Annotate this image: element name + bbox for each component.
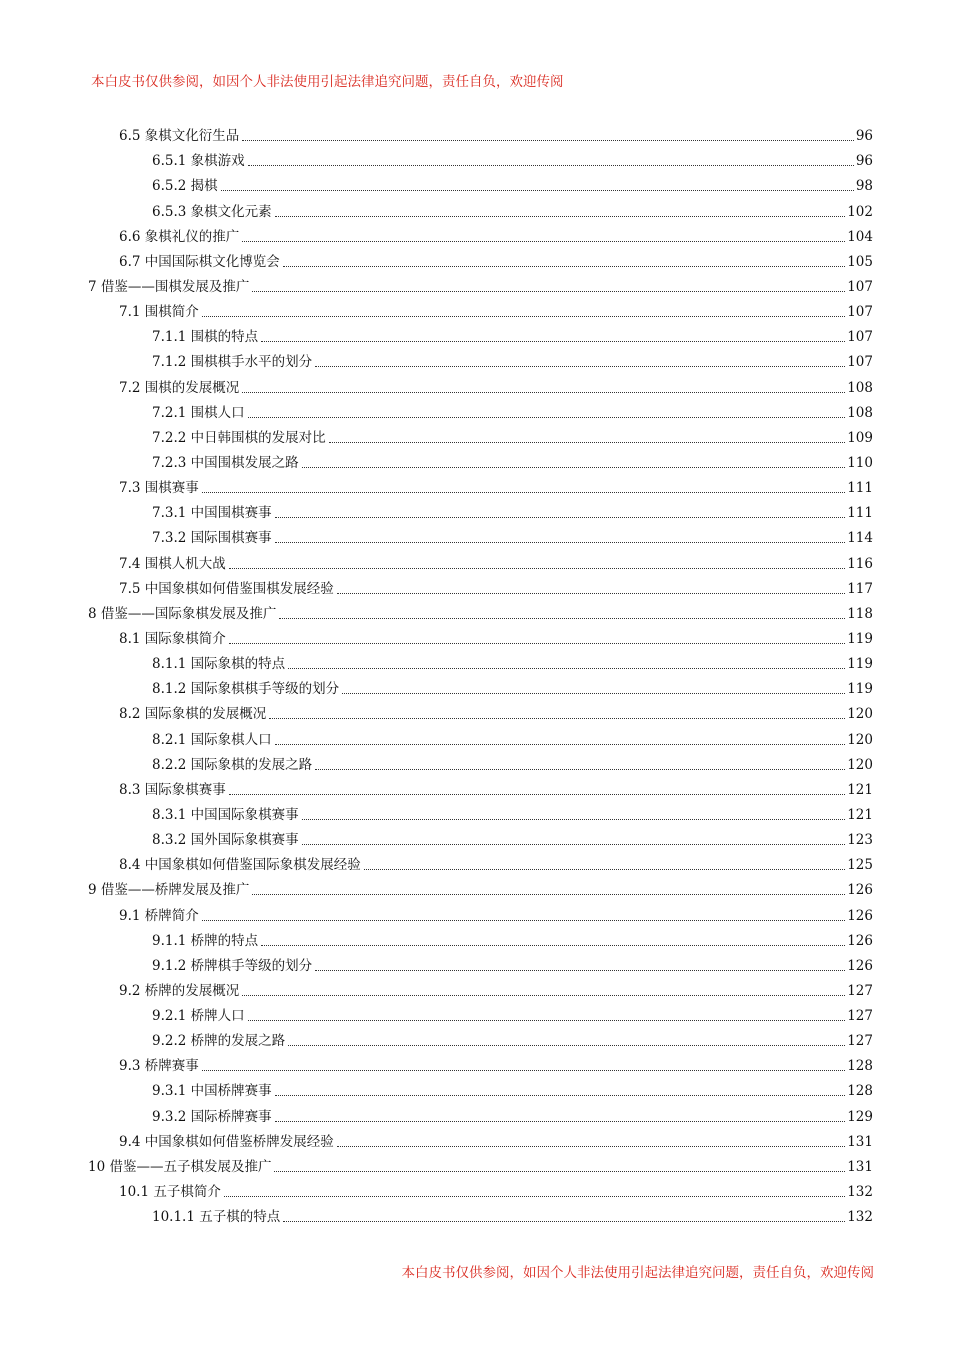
toc-entry[interactable]: [0, 974, 960, 999]
toc-dot-leader: [221, 189, 854, 191]
toc-entry[interactable]: [0, 999, 960, 1024]
toc-entry-page-number: 126: [847, 957, 873, 974]
toc-entry[interactable]: [0, 722, 960, 747]
toc-entry[interactable]: [0, 572, 960, 597]
toc-entry-title: 9 借鉴——桥牌发展及推广: [88, 882, 250, 899]
toc-entry-page-number: 120: [847, 756, 873, 773]
copyright-notice-top: 本白皮书仅供参阅，如因个人非法使用引起法律追究问题，责任自负，欢迎传阅: [91, 74, 564, 90]
toc-dot-leader: [248, 416, 846, 418]
toc-entry-title: 7.2.1 围棋人口: [152, 404, 245, 421]
toc-dot-leader: [202, 315, 845, 317]
toc-entry-page-number: 118: [847, 605, 873, 622]
toc-entry-page-number: 114: [847, 530, 873, 547]
toc-dot-leader: [275, 541, 846, 543]
toc-dot-leader: [248, 164, 854, 166]
toc-entry-page-number: 107: [847, 329, 873, 346]
toc-entry[interactable]: [0, 119, 960, 144]
toc-entry-page-number: 116: [847, 555, 873, 572]
toc-dot-leader: [275, 743, 846, 745]
toc-entry[interactable]: [0, 823, 960, 848]
toc-entry[interactable]: [0, 169, 960, 194]
toc-entry-page-number: 126: [847, 907, 873, 924]
toc-entry-title: 8.1.1 国际象棋的特点: [152, 656, 286, 673]
toc-entry[interactable]: [0, 194, 960, 219]
toc-dot-leader: [283, 265, 845, 267]
toc-dot-leader: [242, 139, 854, 141]
toc-entry-page-number: 111: [847, 505, 873, 522]
toc-entry-title: 9.1.2 桥牌棋手等级的划分: [152, 957, 313, 974]
toc-dot-leader: [242, 240, 845, 242]
toc-entry-title: 7.3.1 中国围棋赛事: [152, 505, 272, 522]
toc-dot-leader: [224, 1195, 845, 1197]
toc-entry-title: 7.4 围棋人机大战: [119, 555, 226, 572]
toc-entry-page-number: 127: [847, 1008, 873, 1025]
toc-entry-title: 7.5 中国象棋如何借鉴围棋发展经验: [119, 580, 334, 597]
toc-entry[interactable]: [0, 1074, 960, 1099]
toc-entry[interactable]: [0, 748, 960, 773]
toc-dot-leader: [275, 1120, 846, 1122]
toc-entry-title: 9.2.1 桥牌人口: [152, 1008, 245, 1025]
toc-entry-page-number: 127: [847, 982, 873, 999]
toc-entry[interactable]: [0, 270, 960, 295]
toc-entry-title: 7.2.2 中日韩围棋的发展对比: [152, 429, 326, 446]
toc-entry-page-number: 109: [847, 429, 873, 446]
toc-entry[interactable]: [0, 471, 960, 496]
toc-dot-leader: [261, 340, 845, 342]
toc-entry-title: 10.1.1 五子棋的特点: [152, 1209, 281, 1226]
toc-dot-leader: [269, 717, 845, 719]
toc-entry-page-number: 126: [847, 932, 873, 949]
toc-entry-title: 9.3 桥牌赛事: [119, 1058, 199, 1075]
toc-entry[interactable]: [0, 873, 960, 898]
toc-entry-title: 9.3.1 中国桥牌赛事: [152, 1083, 272, 1100]
toc-entry-page-number: 102: [847, 203, 873, 220]
toc-entry-page-number: 96: [855, 128, 873, 145]
toc-entry-title: 8.2.1 国际象棋人口: [152, 731, 272, 748]
table-of-contents: [0, 119, 960, 1225]
toc-entry-title: 9.1 桥牌简介: [119, 907, 199, 924]
toc-entry-page-number: 128: [847, 1083, 873, 1100]
toc-dot-leader: [252, 893, 845, 895]
toc-dot-leader: [288, 1044, 845, 1046]
toc-entry-title: 7.1 围棋简介: [119, 304, 199, 321]
toc-entry[interactable]: [0, 144, 960, 169]
toc-dot-leader: [229, 642, 845, 644]
toc-dot-leader: [302, 818, 846, 820]
toc-dot-leader: [337, 592, 845, 594]
toc-entry-title: 8.3.1 中国国际象棋赛事: [152, 806, 299, 823]
toc-dot-leader: [202, 1069, 845, 1071]
toc-entry-page-number: 121: [847, 781, 873, 798]
toc-entry[interactable]: [0, 924, 960, 949]
toc-entry[interactable]: [0, 622, 960, 647]
toc-dot-leader: [242, 391, 845, 393]
toc-entry-title: 9.1.1 桥牌的特点: [152, 932, 259, 949]
toc-entry-page-number: 126: [847, 882, 873, 899]
toc-entry-title: 7.2.3 中国围棋发展之路: [152, 454, 299, 471]
toc-entry[interactable]: [0, 370, 960, 395]
toc-entry-title: 8.3.2 国外国际象棋赛事: [152, 832, 299, 849]
toc-entry-page-number: 131: [847, 1133, 873, 1150]
toc-entry-page-number: 117: [847, 580, 873, 597]
toc-entry-page-number: 104: [847, 228, 873, 245]
toc-entry[interactable]: [0, 220, 960, 245]
toc-entry-page-number: 108: [847, 404, 873, 421]
toc-entry-title: 8.2 国际象棋的发展概况: [119, 706, 267, 723]
toc-entry-title: 8.4 中国象棋如何借鉴国际象棋发展经验: [119, 857, 361, 874]
toc-dot-leader: [274, 1170, 845, 1172]
toc-dot-leader: [288, 667, 845, 669]
toc-entry-title: 7.1.1 围棋的特点: [152, 329, 259, 346]
toc-entry[interactable]: [0, 1125, 960, 1150]
toc-dot-leader: [342, 692, 845, 694]
toc-entry[interactable]: [0, 1175, 960, 1200]
toc-dot-leader: [315, 768, 845, 770]
toc-entry-title: 10 借鉴——五子棋发展及推广: [88, 1158, 272, 1175]
toc-entry-page-number: 111: [847, 480, 873, 497]
toc-entry-page-number: 123: [847, 832, 873, 849]
toc-entry-title: 8.1.2 国际象棋棋手等级的划分: [152, 681, 340, 698]
toc-entry-title: 6.5.2 揭棋: [152, 178, 218, 195]
toc-dot-leader: [315, 365, 845, 367]
toc-dot-leader: [364, 868, 845, 870]
toc-entry[interactable]: [0, 295, 960, 320]
toc-entry[interactable]: [0, 1024, 960, 1049]
toc-entry-page-number: 107: [847, 278, 873, 295]
toc-dot-leader: [229, 567, 845, 569]
toc-entry-title: 9.2 桥牌的发展概况: [119, 982, 240, 999]
toc-entry-title: 6.6 象棋礼仪的推广: [119, 228, 240, 245]
toc-entry[interactable]: [0, 773, 960, 798]
toc-dot-leader: [283, 1220, 845, 1222]
toc-entry-title: 9.2.2 桥牌的发展之路: [152, 1033, 286, 1050]
toc-dot-leader: [202, 491, 845, 493]
toc-entry[interactable]: [0, 345, 960, 370]
toc-entry[interactable]: [0, 245, 960, 270]
toc-entry-page-number: 105: [847, 253, 873, 270]
toc-entry-page-number: 107: [847, 354, 873, 371]
toc-entry-page-number: 125: [847, 857, 873, 874]
toc-entry[interactable]: [0, 496, 960, 521]
toc-entry-page-number: 119: [847, 630, 873, 647]
toc-entry-title: 9.4 中国象棋如何借鉴桥牌发展经验: [119, 1133, 334, 1150]
toc-dot-leader: [275, 1094, 846, 1096]
toc-entry-title: 8.2.2 国际象棋的发展之路: [152, 756, 313, 773]
toc-entry-page-number: 119: [847, 656, 873, 673]
toc-entry-page-number: 110: [847, 454, 873, 471]
toc-entry[interactable]: [0, 798, 960, 823]
toc-entry-title: 8.1 国际象棋简介: [119, 630, 226, 647]
toc-entry-page-number: 108: [847, 379, 873, 396]
toc-dot-leader: [229, 793, 845, 795]
toc-entry-title: 6.5.1 象棋游戏: [152, 153, 245, 170]
toc-dot-leader: [275, 215, 846, 217]
toc-entry-title: 6.5.3 象棋文化元素: [152, 203, 272, 220]
toc-entry-title: 10.1 五子棋简介: [119, 1184, 221, 1201]
toc-entry[interactable]: [0, 1049, 960, 1074]
toc-entry[interactable]: [0, 546, 960, 571]
toc-entry[interactable]: [0, 446, 960, 471]
toc-entry-title: 9.3.2 国际桥牌赛事: [152, 1108, 272, 1125]
toc-entry[interactable]: [0, 898, 960, 923]
toc-entry[interactable]: [0, 320, 960, 345]
toc-entry[interactable]: [0, 697, 960, 722]
copyright-notice-bottom: 本白皮书仅供参阅，如因个人非法使用引起法律追究问题，责任自负，欢迎传阅: [401, 1265, 874, 1281]
toc-dot-leader: [261, 944, 845, 946]
toc-entry-page-number: 132: [847, 1209, 873, 1226]
toc-entry-title: 8.3 国际象棋赛事: [119, 781, 226, 798]
toc-entry-page-number: 127: [847, 1033, 873, 1050]
toc-entry-page-number: 128: [847, 1058, 873, 1075]
toc-entry-title: 7.2 围棋的发展概况: [119, 379, 240, 396]
toc-dot-leader: [202, 919, 845, 921]
toc-dot-leader: [252, 290, 845, 292]
toc-dot-leader: [302, 843, 846, 845]
toc-entry-page-number: 131: [847, 1158, 873, 1175]
toc-dot-leader: [275, 516, 846, 518]
toc-dot-leader: [315, 969, 845, 971]
toc-entry[interactable]: [0, 1150, 960, 1175]
toc-entry-page-number: 98: [855, 178, 873, 195]
toc-entry-page-number: 107: [847, 304, 873, 321]
toc-entry-title: 8 借鉴——国际象棋发展及推广: [88, 605, 277, 622]
toc-entry[interactable]: [0, 396, 960, 421]
toc-entry-page-number: 120: [847, 731, 873, 748]
toc-entry-title: 6.7 中国国际棋文化博览会: [119, 253, 280, 270]
toc-entry-page-number: 96: [855, 153, 873, 170]
toc-dot-leader: [248, 1019, 846, 1021]
toc-entry-title: 7.3.2 国际围棋赛事: [152, 530, 272, 547]
toc-entry[interactable]: [0, 597, 960, 622]
toc-entry-page-number: 132: [847, 1184, 873, 1201]
toc-entry-page-number: 129: [847, 1108, 873, 1125]
toc-entry[interactable]: [0, 672, 960, 697]
toc-dot-leader: [337, 1145, 845, 1147]
toc-entry[interactable]: [0, 1099, 960, 1124]
toc-entry-page-number: 121: [847, 806, 873, 823]
toc-entry[interactable]: [0, 949, 960, 974]
toc-entry[interactable]: [0, 421, 960, 446]
toc-entry-title: 7.1.2 围棋棋手水平的划分: [152, 354, 313, 371]
toc-dot-leader: [329, 441, 846, 443]
toc-dot-leader: [242, 994, 845, 996]
toc-entry-title: 7 借鉴——围棋发展及推广: [88, 278, 250, 295]
toc-entry-title: 7.3 围棋赛事: [119, 480, 199, 497]
toc-entry[interactable]: [0, 848, 960, 873]
toc-dot-leader: [279, 617, 845, 619]
toc-entry-page-number: 119: [847, 681, 873, 698]
toc-dot-leader: [302, 466, 846, 468]
toc-entry-page-number: 120: [847, 706, 873, 723]
toc-entry[interactable]: [0, 521, 960, 546]
toc-entry[interactable]: [0, 1200, 960, 1225]
toc-entry-title: 6.5 象棋文化衍生品: [119, 128, 240, 145]
toc-entry[interactable]: [0, 647, 960, 672]
